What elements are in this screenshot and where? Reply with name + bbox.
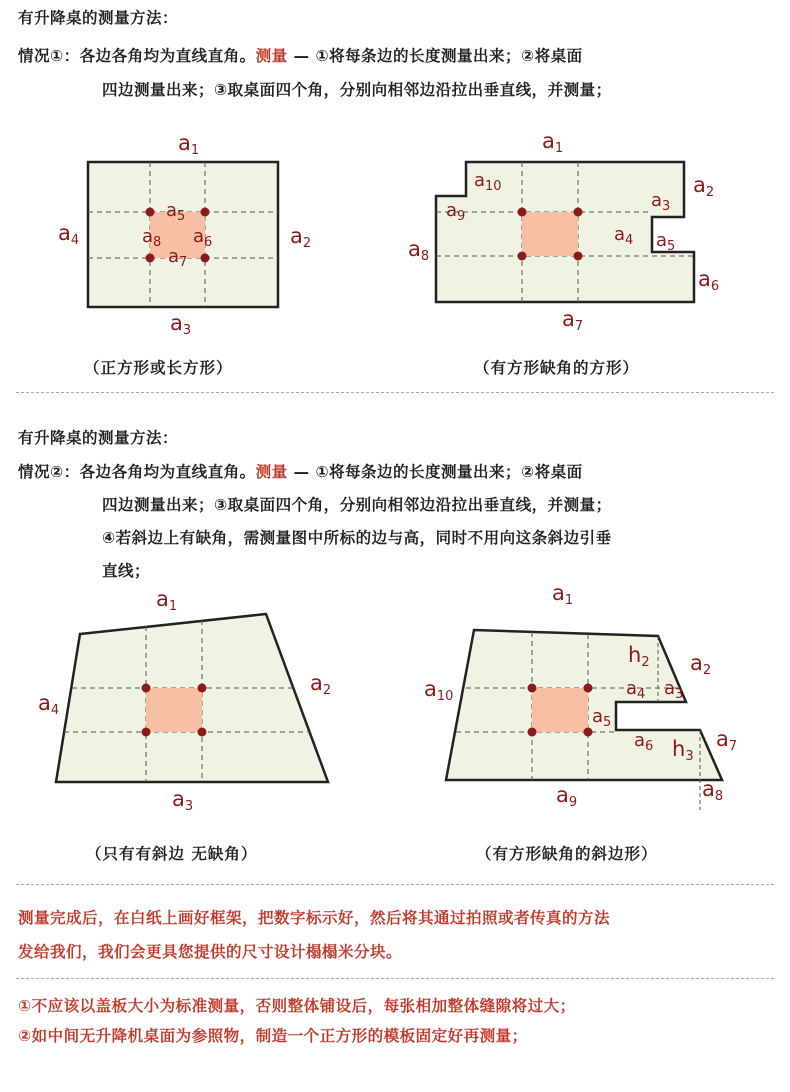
svg-text:a8: a8 bbox=[702, 777, 724, 804]
dash: — bbox=[287, 47, 316, 65]
svg-text:a10: $a_{10}$ bbox=[474, 170, 502, 194]
svg-text:a7: $a_7$ bbox=[168, 246, 188, 270]
caption-slanted-quad: （只有有斜边 无缺角） bbox=[86, 845, 258, 863]
measure-word: 测量 bbox=[255, 47, 288, 65]
svg-text:a3: $a_3$ bbox=[664, 678, 684, 702]
section1-line1 bbox=[18, 44, 583, 66]
svg-text:a4: $a_4$ bbox=[614, 224, 634, 248]
svg-text:a5: $a_5$ bbox=[592, 706, 612, 730]
footer-line2: ②如中间无升降机桌面为参照物，制造一个正方形的模板固定好再测量； bbox=[18, 1027, 528, 1045]
svg-text:a8: $a_8$ bbox=[142, 226, 162, 250]
dash-2: — bbox=[287, 463, 316, 481]
section2-line1 bbox=[18, 460, 583, 482]
svg-text:a6: a6 bbox=[698, 267, 720, 294]
svg-text:a2: a2 bbox=[690, 651, 712, 678]
section2-line3: ④若斜边上有缺角，需测量图中所标的边与高，同时不用向这条斜边引垂 bbox=[102, 529, 612, 547]
svg-text:h2: h2 bbox=[628, 643, 650, 670]
case1-prefix: 情况①：各边各角均为直线直角。 bbox=[18, 47, 256, 65]
svg-text:a9: a9 bbox=[556, 783, 578, 810]
caption-rectangle: （正方形或长方形） bbox=[84, 359, 233, 377]
svg-text:a4: $a_4$ bbox=[626, 678, 646, 702]
svg-text:a1: a1 bbox=[178, 131, 200, 158]
section1-line2: 四边测量出来；③取桌面四个角，分别向相邻边沿拉出垂直线，并测量； bbox=[102, 81, 612, 99]
section2-line2: 四边测量出来；③取桌面四个角，分别向相邻边沿拉出垂直线，并测量； bbox=[102, 496, 612, 514]
svg-text:a8: a8 bbox=[408, 237, 430, 264]
note-line2: 发给我们，我们会更具您提供的尺寸设计榻榻米分块。 bbox=[18, 943, 403, 961]
svg-text:a7: a7 bbox=[716, 727, 738, 754]
measure-word-2: 测量 bbox=[255, 463, 288, 481]
svg-text:a1: a1 bbox=[542, 129, 564, 156]
divider-1 bbox=[16, 392, 774, 393]
svg-text:a3: a3 bbox=[172, 787, 194, 814]
svg-text:a4: a4 bbox=[38, 691, 60, 718]
case2-line1-rest: ①将每条边的长度测量出来；②将桌面 bbox=[315, 463, 583, 481]
svg-text:a10: a10 bbox=[424, 677, 454, 704]
caption-notched-rectangle: （有方形缺角的方形） bbox=[474, 359, 640, 377]
case2-prefix: 情况②：各边各角均为直线直角。 bbox=[18, 463, 256, 481]
note-line1: 测量完成后，在白纸上画好框架，把数字标示好，然后将其通过拍照或者传真的方法 bbox=[18, 909, 611, 927]
svg-text:a5: $a_5$ bbox=[656, 230, 676, 254]
figure-row-2 bbox=[0, 580, 790, 830]
divider-3 bbox=[16, 978, 774, 979]
figure-slanted-notched bbox=[424, 581, 737, 810]
svg-text:a3: a3 bbox=[170, 311, 192, 338]
section1-heading: 有升降桌的测量方法： bbox=[18, 9, 179, 27]
figure-notched-rectangle bbox=[408, 129, 719, 334]
figure-row-1 bbox=[0, 120, 790, 360]
svg-text:a6: $a_6$ bbox=[634, 730, 654, 754]
footer-line1: ①不应该以盖板大小为标准测量，否则整体铺设后，每张相加整体缝隙将过大； bbox=[18, 997, 576, 1015]
figure-rectangle bbox=[58, 131, 311, 338]
svg-text:a2: a2 bbox=[310, 671, 332, 698]
svg-text:a5: $a_5$ bbox=[166, 200, 186, 224]
svg-text:a7: a7 bbox=[562, 307, 584, 334]
svg-text:a6: $a_6$ bbox=[193, 226, 213, 250]
svg-text:h3: h3 bbox=[672, 737, 694, 764]
svg-text:a1: a1 bbox=[156, 587, 178, 614]
caption-slanted-notched: （有方形缺角的斜边形） bbox=[476, 845, 658, 863]
case1-line1-rest: ①将每条边的长度测量出来；②将桌面 bbox=[315, 47, 583, 65]
section2-line4: 直线； bbox=[102, 562, 151, 580]
svg-text:a2: a2 bbox=[693, 173, 715, 200]
section2-heading: 有升降桌的测量方法： bbox=[18, 429, 179, 447]
svg-text:a3: $a_3$ bbox=[651, 190, 671, 214]
figure-slanted-quad bbox=[38, 587, 331, 814]
svg-text:a2: a2 bbox=[290, 224, 312, 251]
svg-text:a4: a4 bbox=[58, 221, 80, 248]
svg-text:a9: $a_9$ bbox=[446, 200, 466, 224]
divider-2 bbox=[16, 884, 774, 885]
svg-text:a1: a1 bbox=[552, 581, 574, 608]
